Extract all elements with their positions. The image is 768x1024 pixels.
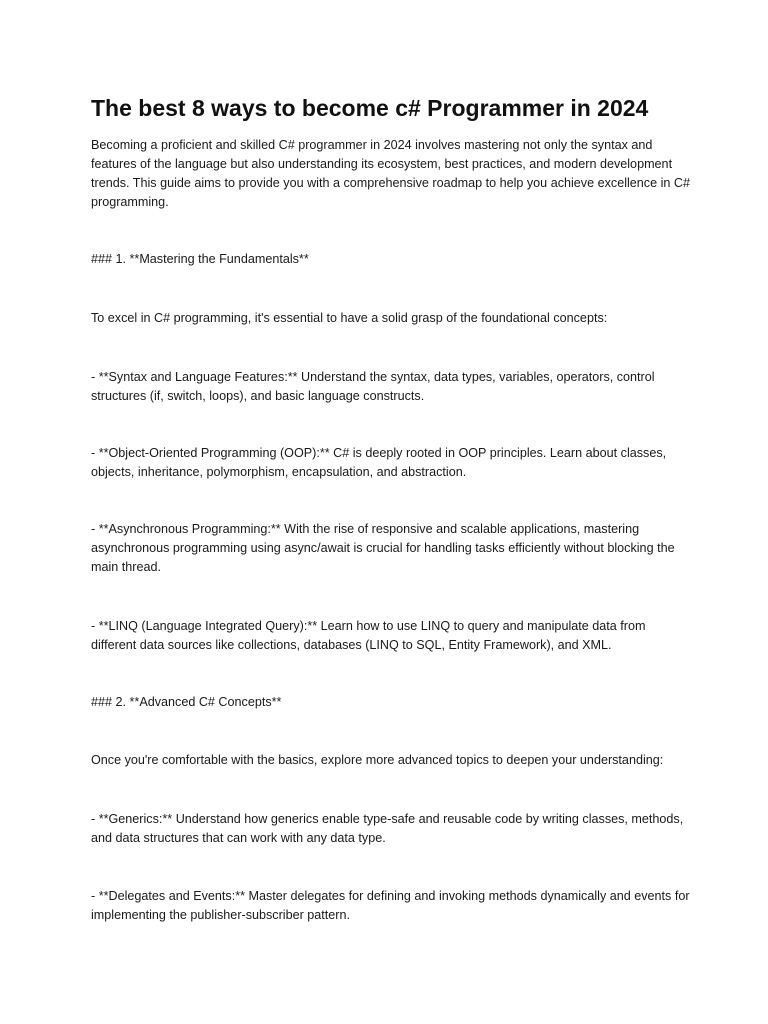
bullet-asynchronous-programming: - **Asynchronous Programming:** With the rise of responsive and scalable applications, mastering asynchronous programming using async/await is crucial for handling tasks efficiently without blocking the main thread. xyxy=(91,522,675,574)
bullet-linq: - **LINQ (Language Integrated Query):** Learn how to use LINQ to query and manipulate data from different data sources like collections, databases (LINQ to SQL, Entity Framework), and XML. xyxy=(91,619,646,652)
bullet-syntax-language-features: - **Syntax and Language Features:** Understand the syntax, data types, variables, operators, control structures (if, switch, loops), and basic language constructs. xyxy=(91,370,655,403)
advanced-intro-paragraph: Once you're comfortable with the basics, explore more advanced topics to deepen your understanding: xyxy=(91,753,664,767)
bullet-generics: - **Generics:** Understand how generics enable type-safe and reusable code by writing classes, methods, and data structures that can work with any data type. xyxy=(91,812,684,845)
bullet-object-oriented-programming: - **Object-Oriented Programming (OOP):** C# is deeply rooted in OOP principles. Learn about classes, objects, inheritance, polymorphism, encapsulation, and abstraction. xyxy=(91,446,667,479)
section-heading-advanced: ### 2. **Advanced C# Concepts** xyxy=(91,695,282,709)
bullet-delegates-events: - **Delegates and Events:** Master delegates for defining and invoking methods dynamically and events for implementing the publisher-subscriber pattern. xyxy=(91,889,690,922)
fundamentals-intro-paragraph: To excel in C# programming, it's essential to have a solid grasp of the foundational concepts: xyxy=(91,311,608,325)
document-title: The best 8 ways to become c# Programmer in 2024 xyxy=(91,95,649,121)
intro-paragraph: Becoming a proficient and skilled C# programmer in 2024 involves mastering not only the syntax and features of the language but also understanding its ecosystem, best practices, and modern development trends. This guide aims to provide you with a comprehensive roadmap to help you achieve excellence in C# programming. xyxy=(91,138,691,209)
section-heading-fundamentals: ### 1. **Mastering the Fundamentals** xyxy=(91,252,309,266)
